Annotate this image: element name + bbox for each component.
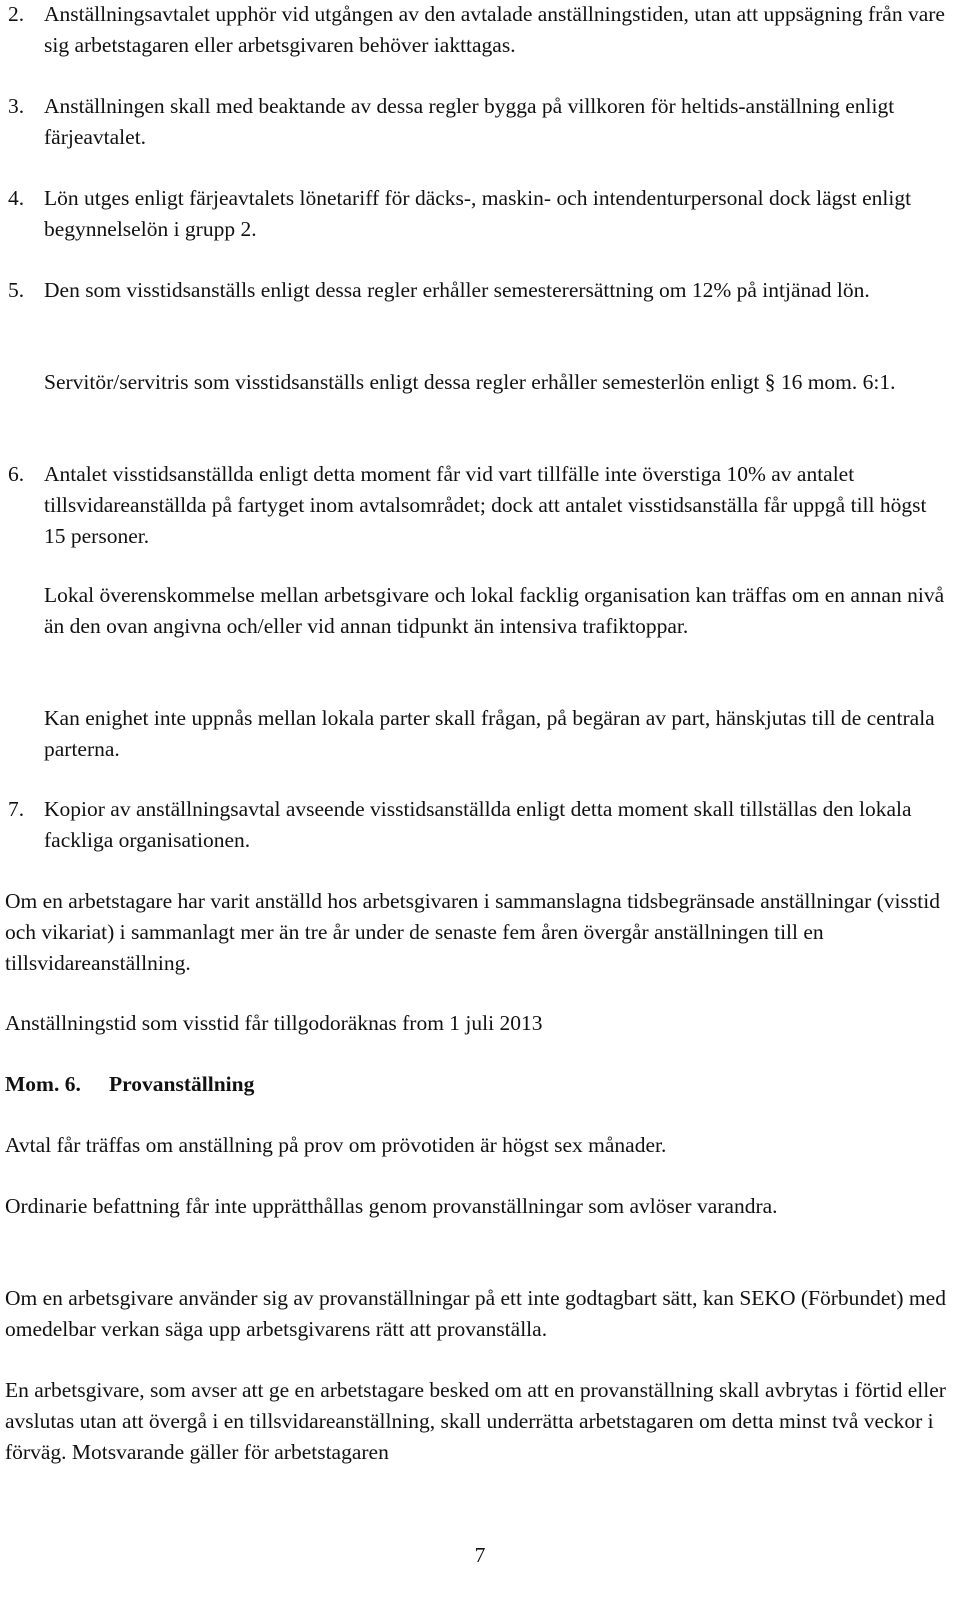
list-item-3 [8,91,948,153]
list-item-number: 4. [8,186,25,210]
list-item-6 [8,459,948,552]
section-paragraph: En arbetsgivare, som avser att ge en arbetstagare besked om att en provanställning skall avbrytas i förtid eller avslutas utan att övergå i en tillsvidareanställning, skall underrätta arbetstagaren om detta minst två veckor i förväg. Motsvarande gäller för arbetstagaren [5,1378,946,1464]
item-5-note: Servitör/servitris som visstidsanställs enligt dessa regler erhåller semesterlön enligt § 16 mom. 6:1. [44,370,896,394]
body-paragraph: Anställningstid som visstid får tillgodoräknas from 1 juli 2013 [5,1011,543,1035]
list-item-5 [8,275,948,306]
list-item-number: 2. [8,2,25,26]
body-paragraph: Om en arbetstagare har varit anställd hos arbetsgivaren i sammanslagna tidsbegränsade anställningar (visstid och vikariat) i sammanlagt mer än tre år under de senaste fem åren övergår anställningen till en tillsvidareanställning. [5,889,940,975]
list-item-number: 7. [8,797,25,821]
list-item-text: Kopior av anställningsavtal avseende visstidsanställda enligt detta moment skall tillställas den lokala fackliga organisationen. [44,797,912,852]
page-number: 7 [474,1543,486,1567]
item-6-paragraph: Kan enighet inte uppnås mellan lokala parter skall frågan, på begäran av part, hänskjutas till de centrala parterna. [44,706,935,761]
list-item-7 [8,794,948,856]
list-item-text: Lön utges enligt färjeavtalets lönetariff för däcks-, maskin- och intendenturpersonal dock lägst enligt begynnelselön i grupp 2. [44,186,912,241]
list-item-text: Antalet visstidsanställda enligt detta moment får vid vart tillfälle inte överstiga 10% av antalet tillsvidareanställda på fartyget inom avtalsområdet; dock att antalet visstidsanställa får uppgå till högst 15 personer. [44,462,927,548]
list-item-text: Anställningsavtalet upphör vid utgången av den avtalade anställningstiden, utan att uppsägning från vare sig arbetstagaren eller arbetsgivaren behöver iakttagas. [44,2,945,57]
list-item-text: Anställningen skall med beaktande av dessa regler bygga på villkoren för heltids-anställning enligt färjeavtalet. [44,94,895,149]
item-6-paragraph: Lokal överenskommelse mellan arbetsgivare och lokal facklig organisation kan träffas om en annan nivå än den ovan angivna och/eller vid annan tidpunkt än intensiva trafiktoppar. [44,583,945,638]
list-item-number: 6. [8,462,25,486]
section-number: Mom. 6. [5,1072,81,1096]
list-item-number: 5. [8,278,25,302]
section-title: Provanställning [109,1072,255,1096]
list-item-number: 3. [8,94,25,118]
section-heading [5,1069,950,1100]
list-item-4 [8,183,948,245]
section-paragraph: Ordinarie befattning får inte upprätthållas genom provanställningar som avlöser varandra. [5,1194,778,1218]
section-paragraph: Avtal får träffas om anställning på prov om prövotiden är högst sex månader. [5,1133,667,1157]
list-item-2 [8,0,948,61]
list-item-text: Den som visstidsanställs enligt dessa regler erhåller semesterersättning om 12% på intjänad lön. [44,278,870,302]
section-paragraph: Om en arbetsgivare använder sig av provanställningar på ett inte godtagbart sätt, kan SEKO (Förbundet) med omedelbar verkan säga upp arbetsgivarens rätt att provanställa. [5,1286,946,1341]
